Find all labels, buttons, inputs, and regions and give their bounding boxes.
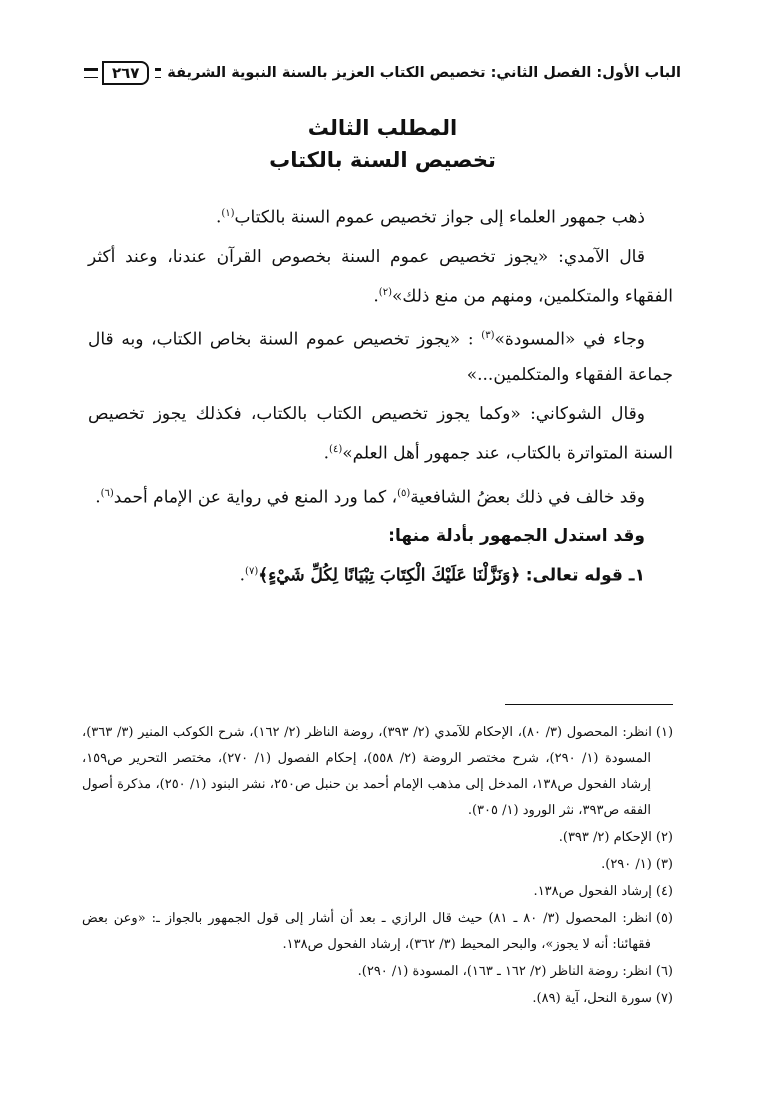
footnote-3: (٣)(١/ ٢٩٠). [601,857,673,872]
header-rule [155,68,161,78]
footnote-4: (٤)إرشاد الفحول ص١٣٨. [533,884,673,899]
footnote-ref-5[interactable]: (٥) [397,487,411,499]
section-title: المطلب الثالث [307,116,458,140]
paragraph-3: وجاء في «المسودة»$^{(٣)}$ : «يجوز تخصيص عموم السنة بخاص الكتاب، وبه قال جماعة الفقهاء والمتكلمين...» [88,329,673,385]
footnote-ref-2[interactable]: (٢) [378,286,392,298]
body-text [88,196,673,594]
quran-verse: ﴿وَنَزَّلْنَا عَلَيْكَ الْكِتَابَ تِبْيَانًا لِكُلِّ شَيْءٍ﴾ [258,565,521,586]
footnote-5: (٥)انظر: المحصول (٣/ ٨٠ ـ ٨١) حيث قال الرازي ـ بعد أن أشار إلى قول الجمهور بالجواز ـ: «وعن بعض فقهائنا: أنه لا يجوز»، والبحر المحيط (٣/ ٣٦٢)، إرشاد الفحول ص١٣٨. [82,911,673,952]
paragraph-5: وقد خالف في ذلك بعضُ الشافعية$^{(٥)}$، كما ورد المنع في رواية عن الإمام أحمد$^{(٦)}$. [95,487,645,508]
running-header [84,56,681,90]
evidence-item-1: ١ـ قوله تعالى: ﴿وَنَزَّلْنَا عَلَيْكَ الْكِتَابَ تِبْيَانًا لِكُلِّ شَيْءٍ﴾$^{(٧)}$. [239,565,645,586]
paragraph-4: وقال الشوكاني: «وكما يجوز تخصيص الكتاب بالكتاب، فكذلك يجوز تخصيص السنة المتواترة بالكتاب، عند جمهور أهل العلم»$^{(٤)}$. [88,403,673,464]
footnote-ref-1[interactable]: (١) [221,208,235,219]
footnote-ref-6[interactable]: (٦) [100,487,114,499]
footnote-ref-3[interactable]: (٣) [481,330,495,342]
footnote-2: (٢)الإحكام (٢/ ٣٩٣). [558,830,673,845]
section-subtitle: تخصيص السنة بالكتاب [269,148,496,172]
paragraph-2: قال الآمدي: «يجوز تخصيص عموم السنة بخصوص القرآن عندنا، وعند أكثر الفقهاء والمتكلمين، ومنهم من منع ذلك»$^{(٢)}$. [88,246,673,307]
footnote-6: (٦)انظر: روضة الناظر (٢/ ١٦٢ ـ ١٦٣)، المسودة (١/ ٢٩٠). [357,964,673,979]
page-number: ٢٦٧ [102,61,149,85]
footnote-ref-4[interactable]: (٤) [329,443,343,455]
evidence-intro: وقد استدل الجمهور بأدلة منها: [388,526,645,547]
footnote-1: (١)انظر: المحصول (٣/ ٨٠)، الإحكام للآمدي (٢/ ٣٩٣)، روضة الناظر (٢/ ١٦٢)، شرح الكوكب المنير (٣/ ٣٦٣)، المسودة (١/ ٢٩٠)، شرح مختصر الروضة (٢/ ٥٥٨)، إحكام الفصول (١/ ٢٧٠)، مختصر التحرير ص١٥٩، إرشاد الفحول ص١٣٨، المدخل إلى مذهب الإمام أحمد بن حنبل ص٢٥٠، نشر البنود (١/ ٢٥٠)، مذكرة أصول الفقه ص٣٩٣، نثر الورود (١/ ٣٠٥). [82,725,674,818]
footnote-separator [505,704,673,705]
paragraph-1: ذهب جمهور العلماء إلى جواز تخصيص عموم السنة بالكتاب$^{(١)}$. [215,207,645,228]
footnote-7: (٧)سورة النحل، آية (٨٩). [532,991,673,1006]
footnote-ref-7[interactable]: (٧) [245,566,259,578]
running-title: الباب الأول: الفصل الثاني: تخصيص الكتاب العزيز بالسنة النبوية الشريفة [167,65,681,81]
footnotes [82,720,673,1013]
header-rule-end [84,68,98,78]
